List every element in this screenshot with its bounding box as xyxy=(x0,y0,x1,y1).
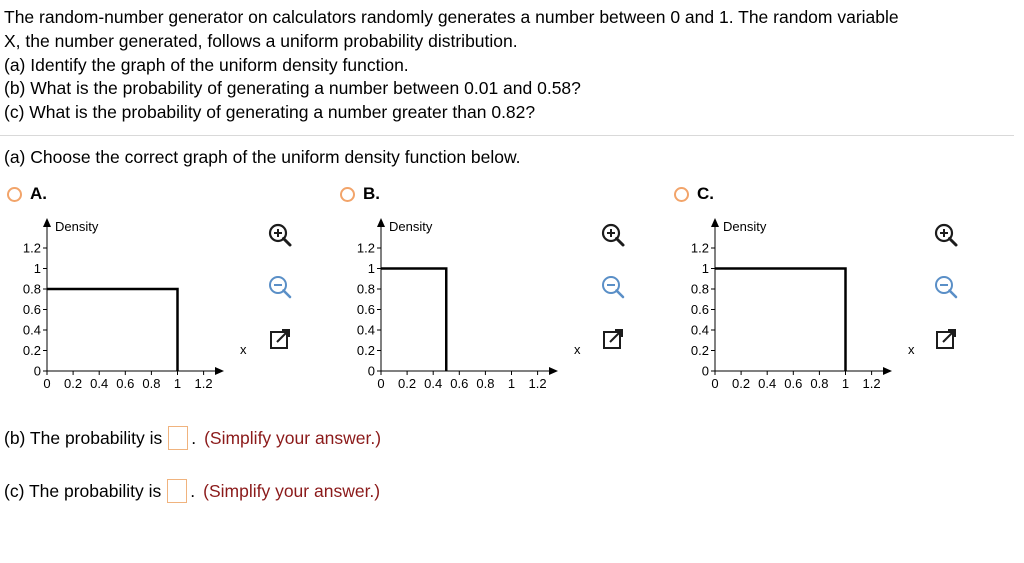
y-tick-label: 0.8 xyxy=(22,281,41,297)
option-c-radio[interactable] xyxy=(674,187,689,202)
density-line xyxy=(715,269,846,372)
option-c-tools xyxy=(932,221,962,377)
option-a[interactable] xyxy=(7,184,47,204)
x-tick-label: 1.2 xyxy=(528,376,547,391)
question-line: (c) What is the probability of generating a number greater than 0.82? xyxy=(4,102,536,123)
option-a-tools xyxy=(266,221,296,377)
zoom-in-icon[interactable] xyxy=(932,221,960,249)
x-tick-label: 0.4 xyxy=(90,376,109,391)
option-a-label: A. xyxy=(30,184,47,203)
popout-icon[interactable] xyxy=(266,325,294,353)
x-tick-label: 0.6 xyxy=(116,376,135,391)
y-tick-label: 0.4 xyxy=(690,322,709,338)
y-tick-label: 0.4 xyxy=(356,322,375,338)
option-b[interactable] xyxy=(340,184,380,204)
y-tick-label: 0.4 xyxy=(22,322,41,338)
y-tick-label: 1.2 xyxy=(356,240,375,256)
x-tick-label: 0 xyxy=(43,376,51,391)
y-tick-label: 1 xyxy=(701,261,709,276)
zoom-in-icon[interactable] xyxy=(599,221,627,249)
part-b xyxy=(4,426,381,450)
question-line: The random-number generator on calculators randomly generates a number between 0 and 1. The random variable xyxy=(4,7,899,27)
question-line: (a) Identify the graph of the uniform density function. xyxy=(4,54,409,75)
y-tick-label: 0.8 xyxy=(690,281,709,297)
option-b-label: B. xyxy=(363,184,380,203)
x-axis-label: x xyxy=(574,342,581,357)
y-tick-label: 1.2 xyxy=(22,240,41,256)
density-line xyxy=(47,289,178,371)
density-line xyxy=(381,269,446,372)
popout-icon[interactable] xyxy=(932,325,960,353)
y-axis-arrow xyxy=(43,218,51,227)
popout-icon[interactable] xyxy=(599,325,627,353)
y-tick-label: 0.8 xyxy=(356,281,375,297)
x-tick-label: 1 xyxy=(841,376,850,391)
part-b-hint: (Simplify your answer.) xyxy=(204,427,382,448)
divider xyxy=(0,135,1014,136)
x-tick-label: 1 xyxy=(507,376,516,391)
zoom-out-icon[interactable] xyxy=(932,273,960,301)
x-tick-label: 0 xyxy=(377,376,385,391)
option-b-radio[interactable] xyxy=(340,187,355,202)
x-axis-label: x xyxy=(240,342,247,357)
x-axis-arrow xyxy=(215,367,224,375)
question-line: (b) What is the probability of generating a number between 0.01 and 0.58? xyxy=(4,78,581,99)
part-c xyxy=(4,479,380,503)
y-tick-label: 1.2 xyxy=(690,240,709,256)
option-c-graph xyxy=(668,212,928,392)
zoom-out-icon[interactable] xyxy=(266,273,294,301)
x-axis-label: x xyxy=(908,342,915,357)
y-tick-label: 0 xyxy=(701,363,709,379)
part-c-answer-input[interactable] xyxy=(167,479,187,503)
y-tick-label: 0.6 xyxy=(22,302,41,317)
y-tick-label: 0.6 xyxy=(356,302,375,317)
x-tick-label: 0.8 xyxy=(476,376,495,391)
x-tick-label: 1.2 xyxy=(862,376,881,391)
option-a-radio[interactable] xyxy=(7,187,22,202)
y-tick-label: 0 xyxy=(33,363,41,379)
y-tick-label: 0.2 xyxy=(356,343,375,358)
y-tick-label: 0.6 xyxy=(690,302,709,317)
question-text xyxy=(4,6,899,125)
x-tick-label: 0.2 xyxy=(732,376,751,391)
y-tick-label: 0 xyxy=(367,363,375,379)
y-axis-label: Density xyxy=(389,219,433,234)
y-axis-label: Density xyxy=(723,219,767,234)
option-a-graph xyxy=(0,212,260,392)
question-line: X, the number generated, follows a uniform probability distribution. xyxy=(4,30,518,51)
zoom-in-icon[interactable] xyxy=(266,221,294,249)
x-tick-label: 0 xyxy=(711,376,719,391)
x-tick-label: 0.4 xyxy=(758,376,777,391)
y-tick-label: 1 xyxy=(33,261,41,276)
y-axis-arrow xyxy=(377,218,385,227)
part-b-answer-input[interactable] xyxy=(168,426,188,450)
y-tick-label: 1 xyxy=(367,261,375,276)
option-c-label: C. xyxy=(697,184,714,203)
x-tick-label: 0.2 xyxy=(398,376,417,391)
x-tick-label: 0.8 xyxy=(810,376,829,391)
option-b-tools xyxy=(599,221,629,377)
x-tick-label: 0.2 xyxy=(64,376,83,391)
part-a-prompt: (a) Choose the correct graph of the uniform density function below. xyxy=(4,147,521,167)
x-axis-arrow xyxy=(883,367,892,375)
zoom-out-icon[interactable] xyxy=(599,273,627,301)
part-c-suffix: . xyxy=(190,480,196,501)
y-axis-label: Density xyxy=(55,219,99,234)
x-tick-label: 0.8 xyxy=(142,376,161,391)
option-b-graph xyxy=(334,212,594,392)
x-tick-label: 0.6 xyxy=(784,376,803,391)
y-tick-label: 0.2 xyxy=(22,343,41,358)
x-axis-arrow xyxy=(549,367,558,375)
part-c-prefix: (c) The probability is xyxy=(4,480,162,501)
part-c-hint: (Simplify your answer.) xyxy=(203,480,381,501)
y-axis-arrow xyxy=(711,218,719,227)
part-b-prefix: (b) The probability is xyxy=(4,427,163,448)
x-tick-label: 1.2 xyxy=(194,376,213,391)
option-c[interactable] xyxy=(674,184,714,204)
x-tick-label: 0.6 xyxy=(450,376,469,391)
x-tick-label: 0.4 xyxy=(424,376,443,391)
x-tick-label: 1 xyxy=(173,376,182,391)
part-b-suffix: . xyxy=(191,427,197,448)
y-tick-label: 0.2 xyxy=(690,343,709,358)
